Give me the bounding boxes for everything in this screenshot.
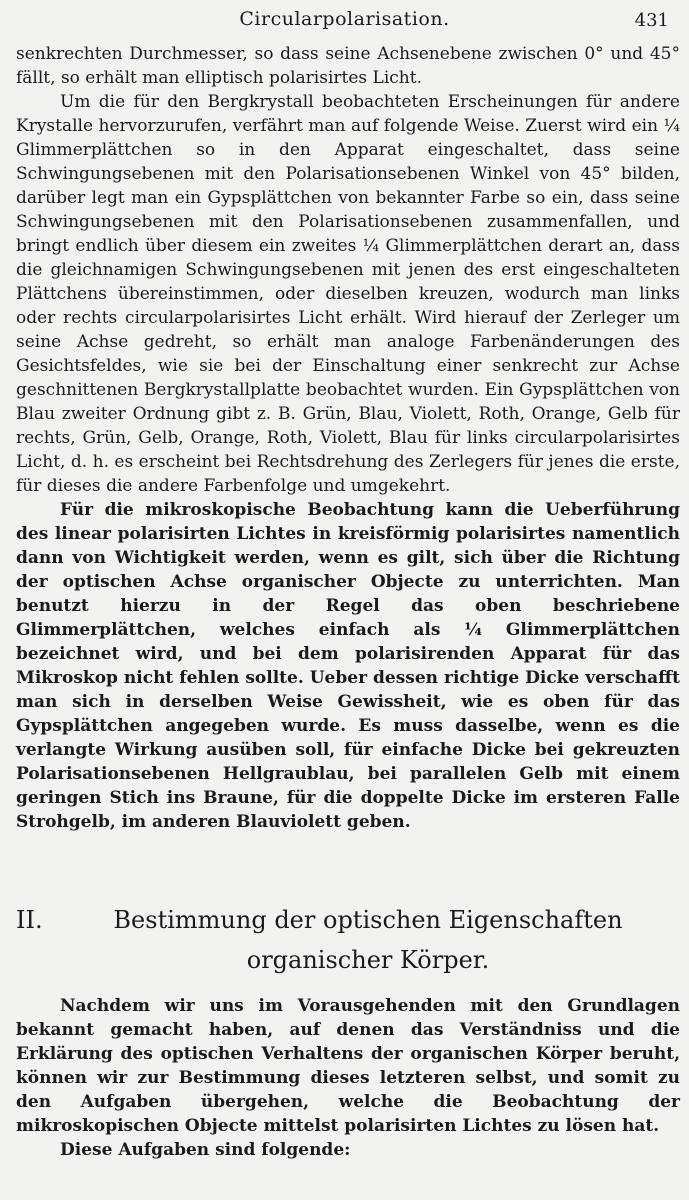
running-title: Circularpolarisation. bbox=[239, 8, 450, 30]
paragraph-text: Für die mikroskopische Beobachtung kann die Ueberführung des linear polarisirten Lichtes in kreisförmig polarisirtes namentlich dann von Wichtigkeit werden, wenn es gilt, sich über die Richtung der optischen Achse organischer Objecte zu unterrichten. Man benutzt hierzu in der Regel das oben beschriebene Glimmerplättchen, welches einfach als ¼ Glimmerplättchen bezeichnet wird, und bei dem polarisirenden Apparat für das Mikroskop nicht fehlen sollte. Ueber dessen richtige Dicke verschafft man sich in derselben Weise Gewissheit, wie es oben für das Gypsplättchen angegeben wurde. Es muss dasselbe, wenn es die verlangte Wirkung ausüben soll, für einfache Dicke bei gekreuzten Polarisationsebenen Hellgraublau, bei parallelen Gelb mit einem geringen Stich ins Braune, für die doppelte Dicke im ersteren Falle Strohgelb, im anderen Blauviolett geben. bbox=[16, 500, 680, 832]
paragraph-text: Nachdem wir uns im Vorausgehenden mit den Grundlagen bekannt gemacht haben, auf denen das Verständniss und die Erklärung des optischen Verhaltens der organischen Körper beruht, können wir zur Bestimmung dieses letzteren selbst, und somit zu den Aufgaben übergehen, welche die Beobachtung der mikroskopischen Objecte mittelst polarisirten Lichtes zu lösen hat. bbox=[16, 996, 680, 1136]
paragraph-text: Diese Aufgaben sind folgende: bbox=[60, 1140, 351, 1160]
section-heading bbox=[16, 900, 680, 980]
paragraph bbox=[16, 90, 680, 498]
body-text-bottom bbox=[16, 994, 680, 1162]
paragraph-text: Um die für den Bergkrystall beobachteten Erscheinungen für andere Krystalle hervorzurufen, verfährt man auf folgende Weise. Zuerst wird ein ¼ Glimmerplättchen so in den Apparat eingeschaltet, dass seine Schwingungsebenen mit den Polarisationsebenen Winkel von 45° bilden, darüber legt man ein Gypsplättchen von bekannter Farbe so ein, dass seine Schwingungsebenen mit den Polarisationsebenen zusammenfallen, und bringt endlich über diesem ein zweites ¼ Glimmerplättchen derart an, dass die gleichnamigen Schwingungsebenen mit jenen des erst eingeschalteten Plättchens übereinstimmen, oder dieselben kreuzen, wodurch man links oder rechts circularpolarisirtes Licht erhält. Wird hierauf der Zerleger um seine Achse gedreht, so erhält man analoge Farbenänderungen des Gesichtsfeldes, wie sie bei der Einschaltung einer senkrecht zur Achse geschnittenen Bergkrystallplatte beobachtet wurden. Ein Gypsplättchen von Blau zweiter Ordnung gibt z. B. Grün, Blau, Violett, Roth, Orange, Gelb für rechts, Grün, Gelb, Orange, Roth, Violett, Blau für links circularpolarisirtes Licht, d. h. es erscheint bei Rechtsdrehung des Zerlegers für jenes die erste, für dieses die andere Farbenfolge und umgekehrt. bbox=[16, 92, 680, 496]
body-text-top bbox=[16, 42, 680, 834]
paragraph bbox=[16, 994, 680, 1138]
paragraph bbox=[16, 42, 680, 90]
section-title: Bestimmung der optischen Eigenschaften organischer Körper. bbox=[113, 906, 623, 974]
paragraph-text: senkrechten Durchmesser, so dass seine Achsenebene zwischen 0° und 45° fällt, so erhält man elliptisch polarisirtes Licht. bbox=[16, 44, 680, 88]
page-header bbox=[0, 4, 689, 34]
page-number: 431 bbox=[634, 10, 669, 31]
paragraph bbox=[16, 498, 680, 834]
paragraph bbox=[16, 1138, 680, 1162]
section-number: II. bbox=[16, 906, 43, 934]
